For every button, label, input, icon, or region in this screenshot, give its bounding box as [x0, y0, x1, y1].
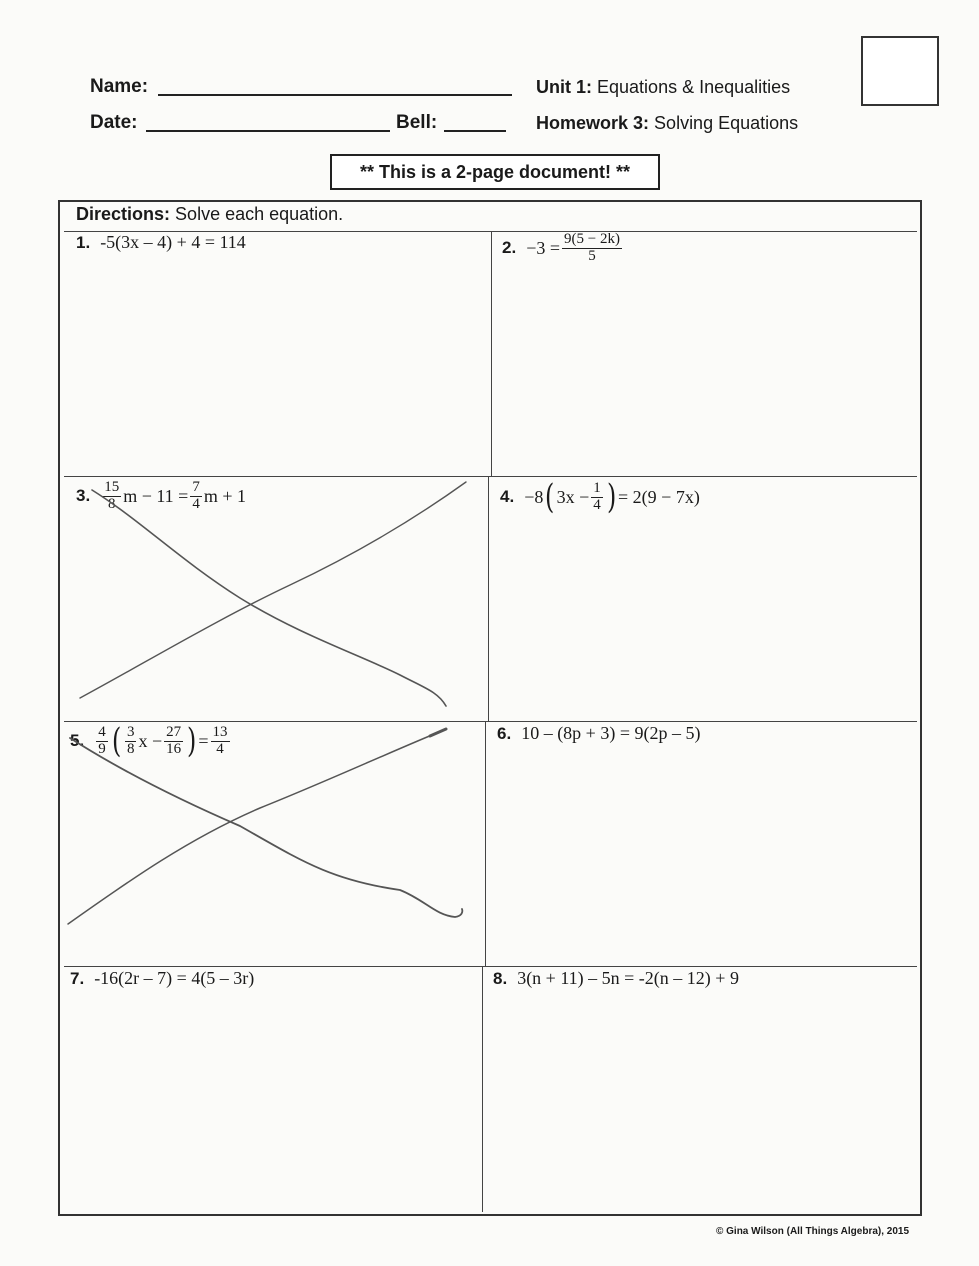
problem-5-f2-numerator: 3 — [126, 723, 135, 740]
problem-3-f2-denominator: 4 — [192, 495, 200, 512]
problem-5-f2-denominator: 8 — [126, 740, 135, 757]
problem-5-f3-denominator: 16 — [166, 740, 182, 757]
problem-3-f2-numerator: 7 — [192, 479, 200, 495]
problem-5-x-term: x − — [138, 730, 163, 751]
homework-heading — [536, 113, 798, 134]
problem-4-close-paren: ) — [606, 477, 617, 517]
score-box[interactable] — [861, 36, 939, 106]
name-blank[interactable] — [158, 94, 512, 96]
problem-8-number: 8. — [493, 968, 508, 988]
bell-blank[interactable] — [444, 130, 506, 132]
problem-4-open-paren: ( — [545, 477, 555, 517]
row-divider-3 — [64, 966, 917, 967]
problem-2 — [502, 232, 624, 265]
problem-2-number: 2. — [502, 238, 517, 258]
problem-3-end: m + 1 — [203, 485, 246, 506]
two-page-notice: ** This is a 2-page document! ** — [330, 154, 660, 190]
problem-3-f1-denominator: 8 — [107, 495, 116, 512]
problem-7-number: 7. — [70, 968, 85, 988]
problem-5-fraction-1 — [96, 725, 108, 758]
problem-6-equation: 10 – (8p + 3) = 9(2p – 5) — [521, 723, 701, 743]
unit-prefix: Unit 1: — [536, 77, 592, 97]
problem-2-fraction — [562, 232, 622, 265]
unit-heading — [536, 77, 790, 98]
problem-5-fraction-3 — [164, 725, 183, 758]
problem-5-open-paren: ( — [111, 721, 121, 761]
problem-3-number: 3. — [76, 486, 91, 506]
problem-5-fraction-4 — [211, 725, 230, 758]
problem-1-equation: -5(3x – 4) + 4 = 114 — [100, 232, 246, 252]
problem-5-close-paren: ) — [187, 721, 197, 761]
problem-4-fraction — [591, 481, 603, 514]
problem-3-middle: m − 11 = — [123, 485, 189, 506]
homework-prefix: Homework 3: — [536, 113, 650, 133]
problem-3 — [76, 480, 246, 513]
date-blank[interactable] — [146, 130, 390, 132]
problem-2-lhs: −3 = — [526, 237, 560, 258]
problem-1-number: 1. — [76, 232, 91, 252]
problem-7 — [70, 968, 254, 989]
problem-8-equation: 3(n + 11) – 5n = -2(n – 12) + 9 — [517, 968, 739, 988]
column-divider-4 — [482, 966, 483, 1212]
problem-5-f1-denominator: 9 — [98, 740, 106, 757]
problem-1 — [76, 232, 246, 253]
problem-4-inner: 3x − — [556, 486, 590, 507]
problem-5-f4-numerator: 13 — [212, 723, 228, 740]
problem-3-fraction-2 — [190, 480, 202, 513]
column-divider-2 — [488, 476, 489, 721]
date-label: Date: — [90, 112, 138, 133]
problem-5-f1-numerator: 4 — [98, 723, 106, 740]
problem-3-fraction-1 — [102, 480, 121, 513]
problem-5-f4-denominator: 4 — [216, 740, 224, 757]
problem-4-number: 4. — [500, 487, 515, 506]
column-divider-1 — [491, 231, 492, 476]
homework-title: Solving Equations — [654, 113, 799, 133]
problem-5-f3-numerator: 27 — [166, 723, 182, 740]
unit-title: Equations & Inequalities — [597, 77, 791, 97]
problem-8 — [493, 968, 739, 989]
problem-5-equals: = — [198, 730, 209, 751]
problem-5-fraction-2 — [125, 725, 137, 758]
directions — [76, 204, 343, 225]
problem-5-number: 5. — [70, 731, 85, 750]
copyright: © Gina Wilson (All Things Algebra), 2015 — [716, 1226, 910, 1237]
problem-3-f1-numerator: 15 — [104, 479, 120, 495]
problem-4-rhs: = 2(9 − 7x) — [618, 486, 700, 507]
problem-grid — [58, 200, 922, 1216]
problem-2-numerator: 9(5 − 2k) — [564, 231, 620, 247]
column-divider-3 — [485, 721, 486, 966]
directions-label: Directions: — [76, 204, 171, 224]
bell-label: Bell: — [396, 112, 438, 133]
problem-4 — [500, 477, 700, 517]
problem-5 — [70, 721, 232, 761]
row-divider-1 — [64, 476, 917, 477]
problem-6-number: 6. — [497, 723, 512, 743]
problem-7-equation: -16(2r – 7) = 4(5 – 3r) — [94, 968, 255, 988]
problem-4-denominator: 4 — [593, 496, 601, 513]
name-label: Name: — [90, 76, 149, 97]
directions-text: Solve each equation. — [175, 204, 344, 224]
problem-2-denominator: 5 — [588, 247, 596, 264]
problem-4-numerator: 1 — [593, 479, 601, 496]
problem-4-coefficient: −8 — [524, 486, 544, 507]
problem-6 — [497, 723, 700, 744]
